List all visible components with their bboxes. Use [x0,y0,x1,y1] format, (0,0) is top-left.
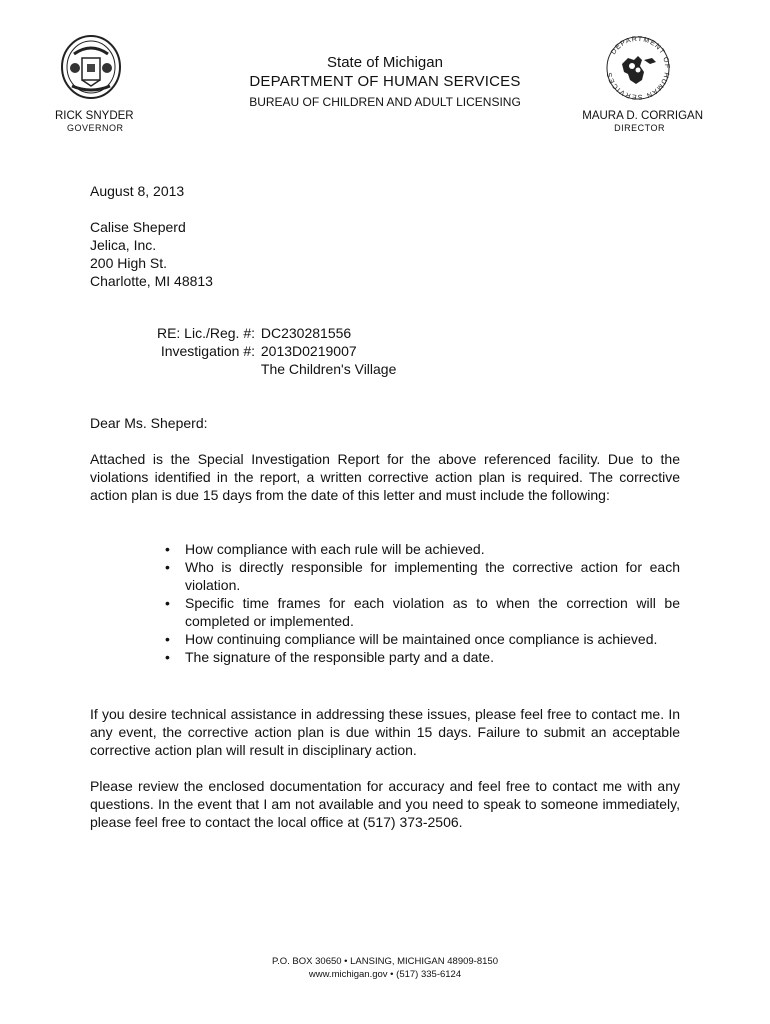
paragraph-intro: Attached is the Special Investigation Report for the above referenced facility. Due to the violations identified in the report, a written corrective action plan is required. The corrective action plan is due 15 days from the date of this letter and must include the following: [90,451,680,503]
recipient-street: 200 High St. [90,255,168,271]
footer-contact: www.michigan.gov • (517) 335-6124 [308,969,462,980]
re-block [137,324,396,378]
bullet-icon: • [165,595,170,611]
recipient-name: Calise Sheperd [90,219,186,235]
re-row-investigation [137,342,396,360]
list-item: • Who is directly responsible for implementing the corrective action for each violation. [165,559,680,593]
requirements-list [165,540,680,666]
footer-address: P.O. BOX 30650 • LANSING, MICHIGAN 48909-8150 [272,956,498,967]
bullet-icon: • [165,649,170,665]
header-state: State of Michigan [327,54,443,71]
bullet-icon: • [165,559,170,575]
greeting: Dear Ms. Sheperd: [90,415,208,431]
bullet-icon: • [165,541,170,557]
dhs-logo-text: DEPARTMENT OF HUMAN SERVICES [606,35,671,101]
re-label: Investigation #: [160,343,255,359]
list-item: • Specific time frames for each violation as to when the correction will be completed or implemented. [165,595,680,629]
header-bureau: BUREAU OF CHILDREN AND ADULT LICENSING [249,95,521,109]
bullet-icon: • [165,631,170,647]
director-title: DIRECTOR [614,123,665,133]
re-label: RE: Lic./Reg. #: [156,325,255,341]
governor-title: GOVERNOR [67,123,124,133]
recipient-city: Charlotte, MI 48813 [90,273,213,289]
list-item: • The signature of the responsible party and a date. [165,649,494,665]
paragraph-review: Please review the enclosed documentation for accuracy and feel free to contact me with any questions. In the event that I am not available and you need to speak to someone immediately, please feel free to contact the local office at (517) 373-2506. [90,778,680,830]
re-value: 2013D0219007 [260,343,357,359]
paragraph-assistance: If you desire technical assistance in addressing these issues, please feel free to contact me. In any event, the corrective action plan is due within 15 days. Failure to submit an acceptable corrective action plan will result in disciplinary action. [90,706,680,758]
list-item: • How continuing compliance will be maintained once compliance is achieved. [165,631,658,647]
list-item: • How compliance with each rule will be achieved. [165,541,485,557]
governor-name: RICK SNYDER [55,110,134,122]
header-department: DEPARTMENT OF HUMAN SERVICES [249,73,521,90]
re-row-facility [137,360,396,378]
director-name: MAURA D. CORRIGAN [582,110,703,122]
letter-date: August 8, 2013 [90,183,185,199]
re-row-license [137,324,396,342]
re-value: DC230281556 [260,325,352,341]
recipient-address [90,218,213,290]
recipient-company: Jelica, Inc. [90,237,157,253]
re-value: The Children's Village [260,361,397,377]
